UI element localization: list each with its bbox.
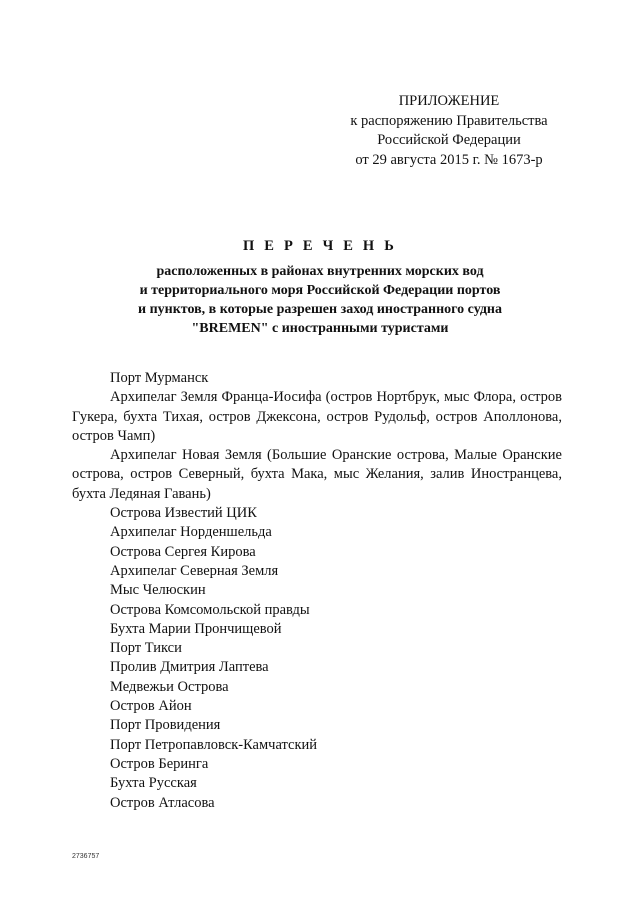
subtitle-line-3: и пунктов, в которые разрешен заход иностранного судна: [138, 302, 502, 317]
list-item: Остров Беринга: [110, 755, 209, 772]
document-number: 2736757: [72, 853, 100, 860]
list-item: Порт Мурманск: [110, 370, 209, 386]
appendix-line-1: к распоряжению Правительства: [350, 112, 548, 129]
list-item: Архипелаг Норденшельда: [110, 524, 272, 541]
document-subtitle: [70, 262, 570, 338]
list-item: Остров Атласова: [110, 794, 215, 811]
subtitle-line-1: расположенных в районах внутренних морских вод: [156, 264, 484, 279]
list-item: Архипелаг Новая Земля (Большие Оранские острова, Малые Оранские острова, остров Северный, бухта Мака, мыс Желания, залив Иностранцева, бухта Ледяная Гавань): [72, 447, 562, 502]
list-item: Пролив Дмитрия Лаптева: [110, 659, 269, 676]
list-item: Острова Сергея Кирова: [110, 543, 256, 560]
appendix-line-2: Российской Федерации: [377, 132, 521, 148]
list-item: Мыс Челюскин: [110, 582, 206, 599]
list-item: Медвежьи Острова: [110, 678, 229, 695]
list-item: Порт Петропавловск-Камчатский: [110, 736, 318, 753]
appendix-block: [318, 92, 580, 170]
appendix-line-3: от 29 августа 2015 г. № 1673-р: [355, 151, 543, 168]
list-item: Архипелаг Северная Земля: [110, 562, 279, 579]
list-item: Порт Тикси: [110, 640, 182, 657]
subtitle-line-2: и территориального моря Российской Федерации портов: [139, 283, 501, 298]
list-item: Острова Известий ЦИК: [110, 505, 257, 522]
list-item: Острова Комсомольской правды: [110, 601, 310, 618]
subtitle-line-4: "BREMEN" с иностранными туристами: [191, 321, 449, 336]
ports-list: [72, 369, 562, 813]
list-item: Остров Айон: [110, 698, 192, 715]
appendix-title: ПРИЛОЖЕНИЕ: [398, 93, 500, 109]
list-item: Бухта Марии Прончищевой: [110, 620, 282, 637]
list-item: Порт Провидения: [110, 717, 221, 734]
document-title: П Е Р Е Ч Е Н Ь: [242, 238, 398, 254]
list-item: Архипелаг Земля Франца-Иосифа (остров Нортбрук, мыс Флора, остров Гукера, бухта Тихая, остров Джексона, остров Рудольф, остров Аполлонова, остров Чамп): [72, 389, 562, 444]
list-item: Бухта Русская: [110, 775, 197, 792]
